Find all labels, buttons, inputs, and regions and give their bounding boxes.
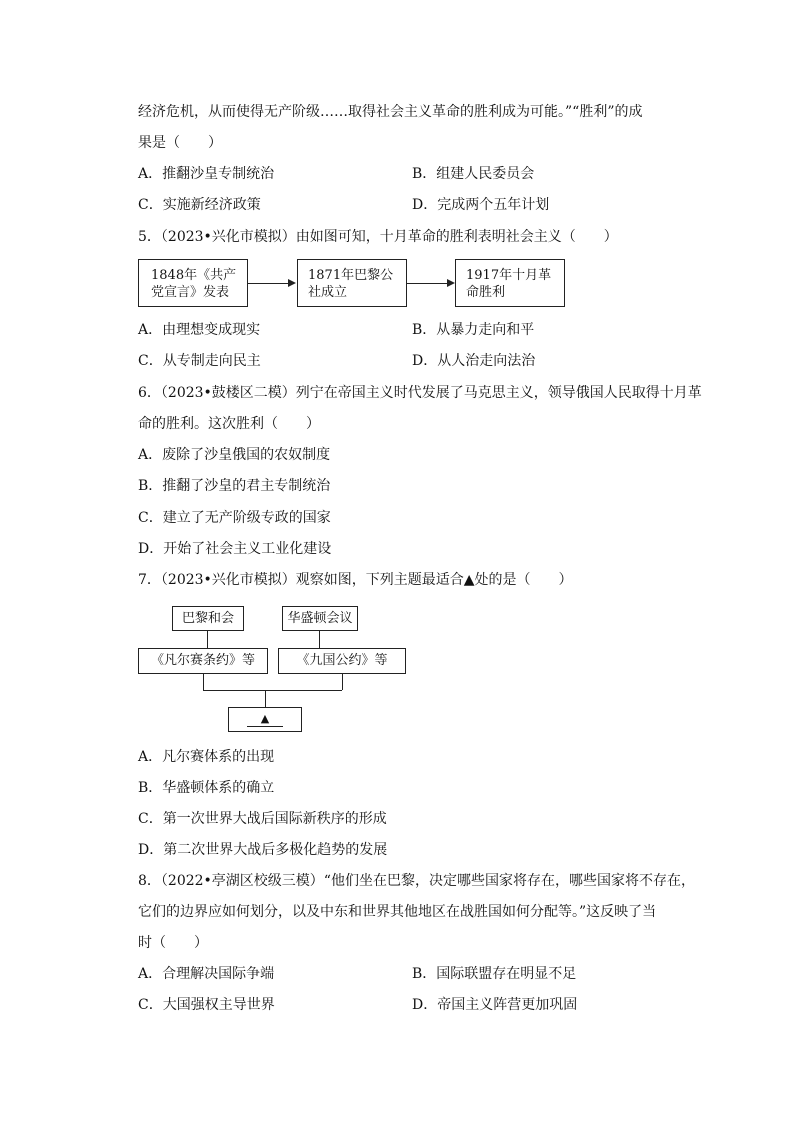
- q5-flow-box-1871: [297, 259, 407, 307]
- q5-flow-box-1848-line2: 党宣言》发表: [151, 285, 230, 300]
- q7-connector-center: [265, 690, 266, 707]
- q7-option-d[interactable]: D．第二次世界大战后多极化趋势的发展: [138, 842, 388, 858]
- q7-connector-left-bottom: [203, 674, 204, 690]
- q6-option-d[interactable]: D．开始了社会主义工业化建设: [138, 541, 332, 557]
- q7-box-washington-conference: 华盛顿会议: [282, 606, 358, 631]
- q5-flow-arrowhead-1: [288, 279, 296, 287]
- q7-box-versailles-treaty: 《凡尔赛条约》等: [138, 648, 268, 674]
- q7-connector-horizontal: [203, 690, 342, 691]
- q7-option-a[interactable]: A．凡尔赛体系的出现: [138, 749, 275, 765]
- q7-connector-left-top: [207, 631, 208, 648]
- q4-option-d[interactable]: D．完成两个五年计划: [412, 197, 550, 213]
- q4-stem-line1: 经济危机，从而使得无产阶级……取得社会主义革命的胜利成为可能。”“胜利”的成: [138, 104, 643, 120]
- q7-option-b[interactable]: B．华盛顿体系的确立: [138, 780, 275, 796]
- q5-flow-box-1917: [455, 259, 565, 307]
- q5-flow-box-1848-line1: 1848年《共产: [151, 268, 237, 283]
- q5-option-b[interactable]: B．从暴力走向和平: [412, 322, 535, 338]
- q7-connector-right-bottom: [342, 674, 343, 690]
- q4-stem-line2: 果是（ ）: [138, 135, 222, 151]
- q6-option-b[interactable]: B．推翻了沙皇的君主专制统治: [138, 478, 331, 494]
- q6-stem-line1: 6．（2023•鼓楼区二模）列宁在帝国主义时代发展了马克思主义，领导俄国人民取得十月革: [138, 385, 702, 401]
- q5-flow-box-1871-line2: 社成立: [308, 285, 348, 300]
- q5-flow-arrowhead-2: [447, 279, 455, 287]
- q5-stem: 5．（2023•兴化市模拟）由如图可知，十月革命的胜利表明社会主义（ ）: [138, 229, 618, 245]
- q4-option-b[interactable]: B．组建人民委员会: [412, 166, 535, 182]
- q8-option-d[interactable]: D．帝国主义阵营更加巩固: [412, 997, 578, 1013]
- q8-option-b[interactable]: B．国际联盟存在明显不足: [412, 966, 577, 982]
- q8-option-c[interactable]: C．大国强权主导世界: [138, 997, 275, 1013]
- q8-option-a[interactable]: A．合理解决国际争端: [138, 966, 275, 982]
- q7-option-c[interactable]: C．第一次世界大战后国际新秩序的形成: [138, 811, 387, 827]
- q5-flow-arrow-2: [407, 283, 447, 284]
- q5-option-a[interactable]: A．由理想变成现实: [138, 322, 261, 338]
- q5-flow-box-1848: [138, 259, 248, 307]
- q7-box-paris-conference: 巴黎和会: [172, 606, 244, 631]
- q7-box-nine-power-treaty: 《九国公约》等: [278, 648, 406, 674]
- q7-box-answer-slot: [228, 707, 302, 732]
- q6-option-c[interactable]: C．建立了无产阶级专政的国家: [138, 510, 331, 526]
- q8-stem-line2: 它们的边界应如何划分，以及中东和世界其他地区在战胜国如何分配等。”这反映了当: [138, 904, 657, 920]
- q8-stem-line3: 时（ ）: [138, 935, 208, 951]
- q5-flow-box-1871-line1: 1871年巴黎公: [308, 268, 394, 283]
- q5-option-d[interactable]: D．从人治走向法治: [412, 353, 536, 369]
- q4-option-a[interactable]: A．推翻沙皇专制统治: [138, 166, 275, 182]
- q7-triangle-placeholder: ▲: [247, 712, 283, 727]
- q5-flow-box-1917-line1: 1917年十月革: [466, 268, 552, 283]
- q5-option-c[interactable]: C．从专制走向民主: [138, 353, 261, 369]
- q5-flow-box-1917-line2: 命胜利: [466, 285, 506, 300]
- q6-stem-line2: 命的胜利。这次胜利（ ）: [138, 416, 320, 432]
- q7-stem: 7．（2023•兴化市模拟）观察如图，下列主题最适合▲处的是（ ）: [138, 572, 573, 588]
- q4-option-c[interactable]: C．实施新经济政策: [138, 197, 261, 213]
- q8-stem-line1: 8．（2022•亭湖区校级三模）“他们坐在巴黎，决定哪些国家将存在，哪些国家将不存在，: [138, 873, 695, 889]
- q6-option-a[interactable]: A．废除了沙皇俄国的农奴制度: [138, 447, 331, 463]
- q5-flow-arrow-1: [248, 283, 288, 284]
- q7-connector-right-top: [319, 631, 320, 648]
